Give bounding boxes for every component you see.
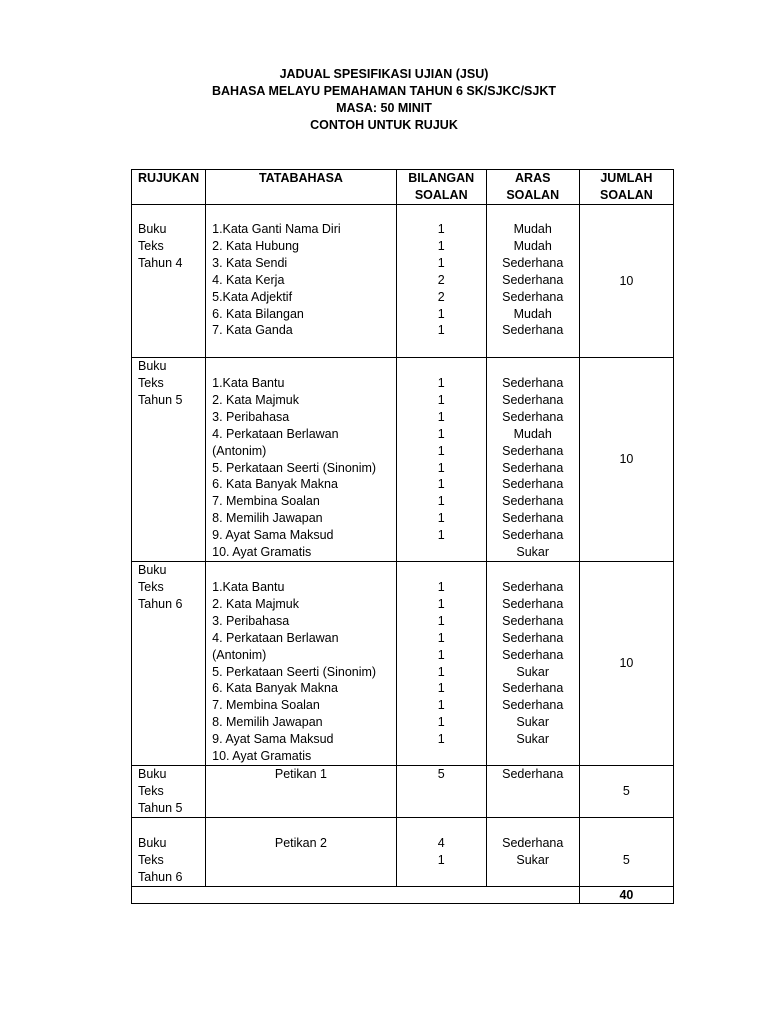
aras-value: Sederhana	[502, 630, 564, 645]
col-header-rujukan: RUJUKAN	[132, 170, 206, 205]
bilangan-value: 1	[437, 323, 445, 338]
header-title: JADUAL SPESIFIKASI UJIAN (JSU)	[279, 67, 489, 81]
list-item: 4. Kata Kerja	[212, 272, 285, 287]
cell-aras	[486, 205, 579, 358]
aras-value: Sukar	[516, 664, 550, 679]
cell-bilangan	[396, 358, 486, 562]
table-row	[132, 358, 674, 562]
col-header-jumlah-line2: SOALAN	[600, 187, 653, 202]
cell-aras	[486, 561, 579, 765]
bilangan-value: 1	[437, 460, 445, 475]
table-row	[132, 561, 674, 765]
cell-aras	[486, 817, 579, 886]
bilangan-value: 1	[437, 306, 445, 321]
bilangan-value: 2	[437, 289, 445, 304]
aras-value: Sederhana	[502, 647, 564, 662]
aras-value: Sukar	[516, 715, 550, 730]
bilangan-value: 1	[437, 443, 445, 458]
cell-tatabahasa	[206, 358, 397, 562]
list-item: 2. Kata Hubung	[212, 238, 299, 253]
aras-value: Sukar	[516, 732, 550, 747]
aras-value: Sederhana	[502, 443, 564, 458]
list-item: 10. Ayat Gramatis	[212, 545, 312, 560]
cell-tatabahasa	[206, 561, 397, 765]
list-item: 8. Memilih Jawapan	[212, 511, 323, 526]
bilangan-value: 5	[437, 766, 445, 781]
aras-value: Sukar	[516, 852, 550, 867]
cell-rujukan	[132, 358, 206, 562]
document-header	[0, 66, 768, 134]
cell-tatabahasa	[206, 765, 397, 817]
list-item: Petikan 1	[274, 766, 327, 781]
col-header-bilangan	[396, 170, 486, 205]
aras-value: Sederhana	[502, 511, 564, 526]
cell-tatabahasa	[206, 817, 397, 886]
cell-bilangan	[396, 765, 486, 817]
table-row	[132, 765, 674, 817]
cell-rujukan	[132, 817, 206, 886]
rujukan-line: Teks	[138, 579, 164, 594]
cell-rujukan	[132, 561, 206, 765]
bilangan-value: 1	[437, 528, 445, 543]
list-item: (Antonim)	[212, 647, 267, 662]
col-header-bilangan-line2: SOALAN	[414, 187, 468, 202]
list-item: 7. Membina Soalan	[212, 494, 320, 509]
bilangan-value: 4	[437, 835, 445, 850]
cell-jumlah	[579, 817, 673, 886]
aras-value: Sederhana	[502, 255, 564, 270]
aras-value: Sederhana	[502, 613, 564, 628]
bilangan-value: 1	[437, 222, 445, 236]
bilangan-value: 1	[437, 613, 445, 628]
bilangan-value: 1	[437, 255, 445, 270]
list-item: 7. Membina Soalan	[212, 698, 320, 713]
table-header-row	[132, 170, 674, 205]
aras-value: Sederhana	[502, 835, 564, 850]
rujukan-line: Teks	[138, 238, 164, 253]
bilangan-value: 1	[437, 681, 445, 696]
cell-tatabahasa	[206, 205, 397, 358]
aras-value: Sederhana	[502, 460, 564, 475]
rujukan-line: Buku	[138, 359, 167, 373]
col-header-tatabahasa: TATABAHASA	[206, 170, 397, 205]
table-row	[132, 817, 674, 886]
aras-value: Mudah	[513, 238, 552, 253]
cell-bilangan	[396, 561, 486, 765]
list-item: 3. Peribahasa	[212, 613, 290, 628]
aras-value: Sederhana	[502, 323, 564, 338]
rujukan-line: Teks	[138, 783, 164, 798]
list-item: 9. Ayat Sama Maksud	[212, 732, 334, 747]
bilangan-value: 1	[437, 596, 445, 611]
rujukan-line: Tahun 6	[138, 596, 183, 611]
specification-table	[131, 169, 674, 904]
total-value: 40	[579, 886, 673, 903]
list-item: 5. Perkataan Seerti (Sinonim)	[212, 460, 377, 475]
bilangan-value: 2	[437, 272, 445, 287]
list-item: 6. Kata Banyak Makna	[212, 681, 338, 696]
bilangan-value: 1	[437, 392, 445, 407]
total-row	[132, 886, 674, 903]
aras-value: Sederhana	[502, 528, 564, 543]
col-header-aras: ARAS SOALAN	[486, 170, 579, 205]
bilangan-value: 1	[437, 647, 445, 662]
aras-value: Sederhana	[502, 272, 564, 287]
aras-value: Mudah	[513, 306, 552, 321]
aras-value: Mudah	[513, 222, 552, 236]
rujukan-line: Tahun 4	[138, 255, 183, 270]
list-item: 6. Kata Banyak Makna	[212, 477, 338, 492]
list-item: 3. Peribahasa	[212, 409, 290, 424]
cell-jumlah: 10	[579, 205, 673, 358]
list-item: 2. Kata Majmuk	[212, 596, 299, 611]
bilangan-value: 1	[437, 715, 445, 730]
aras-value: Sederhana	[502, 409, 564, 424]
aras-value: Sederhana	[502, 376, 564, 390]
header-duration: MASA: 50 MINIT	[336, 101, 432, 115]
cell-aras	[486, 765, 579, 817]
cell-jumlah: 10	[579, 561, 673, 765]
header-subject: BAHASA MELAYU PEMAHAMAN TAHUN 6 SK/SJKC/SJKT	[211, 84, 556, 98]
cell-aras	[486, 358, 579, 562]
bilangan-value: 1	[437, 664, 445, 679]
col-header-bilangan-line1: BILANGAN	[408, 171, 475, 185]
jumlah-value: 5	[622, 852, 630, 867]
list-item: 4. Perkataan Berlawan	[212, 630, 339, 645]
rujukan-line: Buku	[138, 562, 167, 577]
aras-value: Sederhana	[502, 596, 564, 611]
list-item: 7. Kata Ganda	[212, 323, 293, 338]
cell-bilangan	[396, 205, 486, 358]
list-item: 6. Kata Bilangan	[212, 306, 304, 321]
bilangan-value: 1	[437, 238, 445, 253]
list-item: Petikan 2	[274, 835, 327, 850]
bilangan-value: 1	[437, 698, 445, 713]
rujukan-line: Buku	[138, 766, 167, 781]
list-item: 1.Kata Bantu	[212, 579, 285, 594]
aras-value: Sukar	[516, 545, 550, 560]
rujukan-line: Buku	[138, 835, 167, 850]
total-label-cell	[132, 886, 580, 903]
cell-jumlah: 5	[579, 765, 673, 817]
list-item: 8. Memilih Jawapan	[212, 715, 323, 730]
list-item: 1.Kata Bantu	[212, 376, 285, 390]
list-item: 2. Kata Majmuk	[212, 392, 299, 407]
bilangan-value: 1	[437, 426, 445, 441]
bilangan-value: 1	[437, 852, 445, 867]
bilangan-value: 1	[437, 732, 445, 747]
bilangan-value: 1	[437, 494, 445, 509]
list-item: 10. Ayat Gramatis	[212, 749, 312, 764]
list-item: 5. Perkataan Seerti (Sinonim)	[212, 664, 377, 679]
bilangan-value: 1	[437, 477, 445, 492]
list-item: (Antonim)	[212, 443, 267, 458]
rujukan-line: Buku	[138, 222, 167, 236]
cell-rujukan	[132, 205, 206, 358]
list-item: 9. Ayat Sama Maksud	[212, 528, 334, 543]
cell-bilangan	[396, 817, 486, 886]
bilangan-value: 1	[437, 409, 445, 424]
aras-value: Sederhana	[502, 681, 564, 696]
col-header-jumlah	[579, 170, 673, 205]
list-item: 5.Kata Adjektif	[212, 289, 293, 304]
jumlah-spacer	[586, 835, 667, 852]
aras-value: Sederhana	[502, 494, 564, 509]
rujukan-line: Tahun 6	[138, 869, 183, 884]
col-header-jumlah-line1: JUMLAH	[600, 171, 653, 185]
header-note: CONTOH UNTUK RUJUK	[310, 118, 458, 132]
list-item: 3. Kata Sendi	[212, 255, 288, 270]
rujukan-line: Teks	[138, 852, 164, 867]
rujukan-line: Tahun 5	[138, 800, 183, 815]
bilangan-value: 1	[437, 630, 445, 645]
list-item: 4. Perkataan Berlawan	[212, 426, 339, 441]
cell-jumlah: 10	[579, 358, 673, 562]
bilangan-value: 1	[437, 579, 445, 594]
cell-rujukan	[132, 765, 206, 817]
aras-value: Sederhana	[502, 698, 564, 713]
aras-value: Mudah	[513, 426, 552, 441]
aras-value: Sederhana	[502, 289, 564, 304]
rujukan-line: Teks	[138, 375, 164, 390]
aras-value: Sederhana	[502, 392, 564, 407]
aras-value: Sederhana	[502, 477, 564, 492]
rujukan-line: Tahun 5	[138, 392, 183, 407]
table-row	[132, 205, 674, 358]
bilangan-value: 1	[437, 376, 445, 390]
list-item: 1.Kata Ganti Nama Diri	[212, 222, 341, 236]
aras-value: Sederhana	[502, 579, 564, 594]
aras-value: Sederhana	[502, 766, 564, 781]
bilangan-value: 1	[437, 511, 445, 526]
